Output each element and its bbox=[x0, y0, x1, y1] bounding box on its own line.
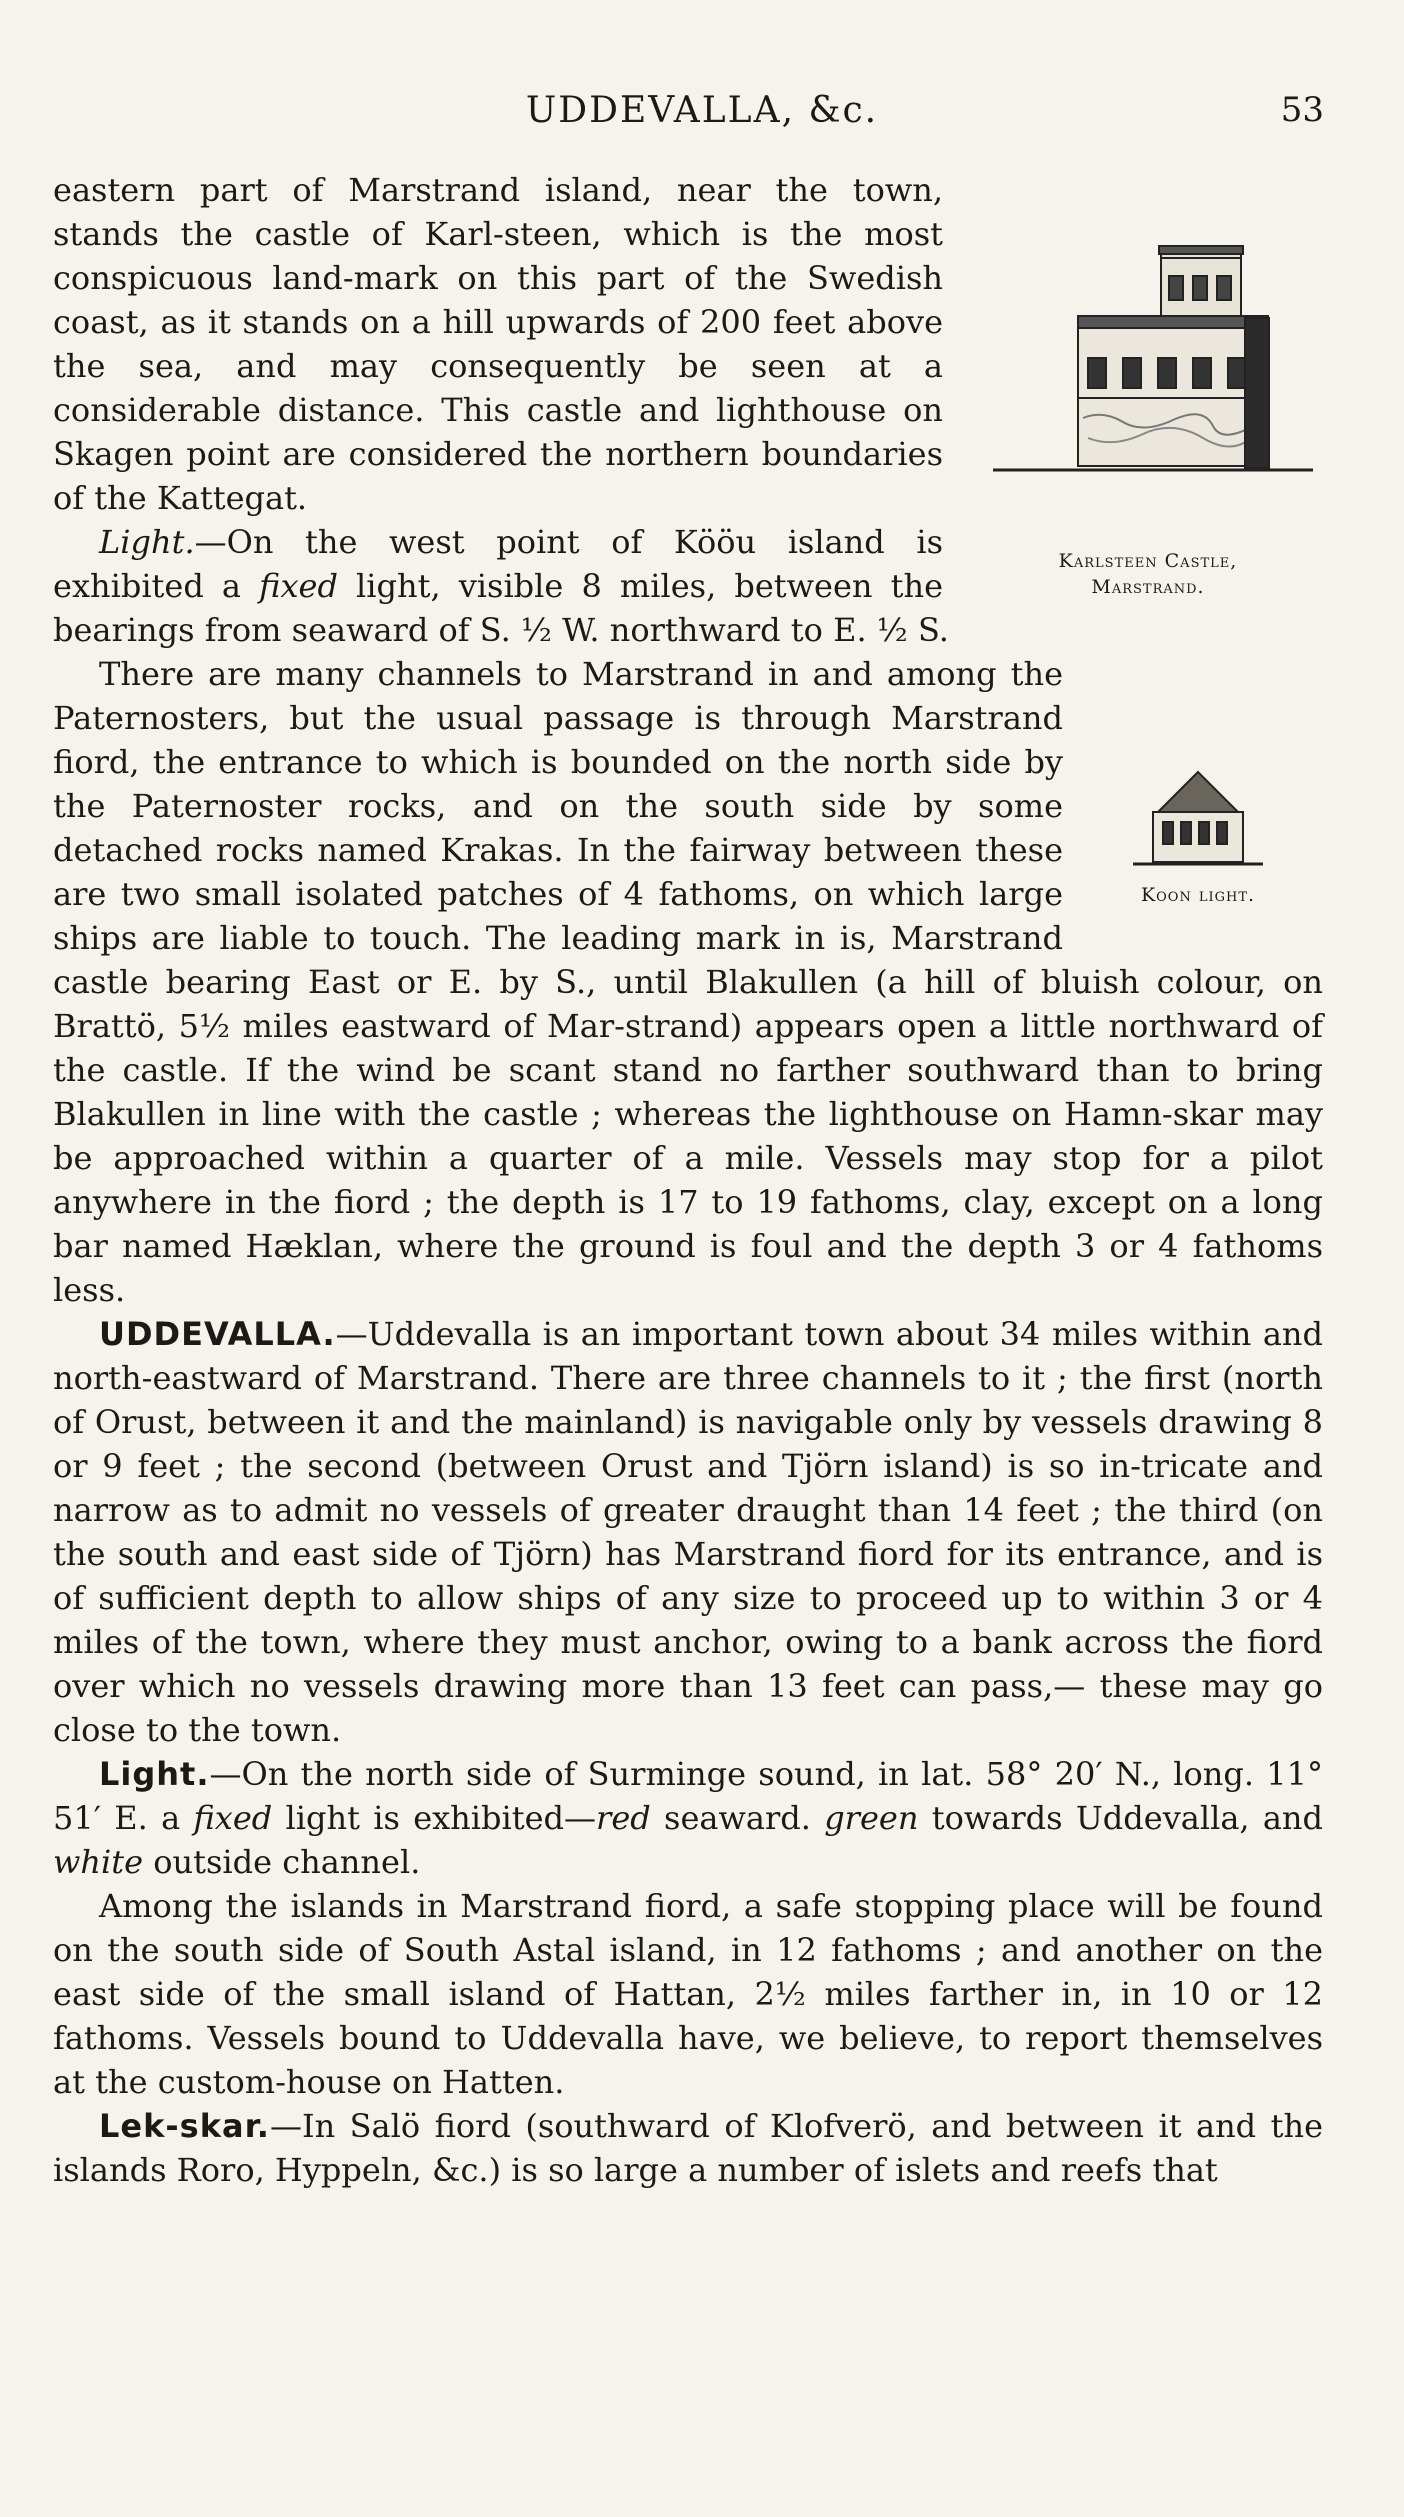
castle-illustration bbox=[983, 188, 1313, 548]
running-title: UDDEVALLA, &c. bbox=[525, 90, 879, 131]
paragraph-light-surminge bbox=[53, 1752, 1323, 1884]
green-word: green bbox=[824, 1799, 919, 1837]
white-word: white bbox=[53, 1843, 144, 1881]
paragraph-stopping-places: Among the islands in Marstrand fiord, a safe stopping place will be found on the south side of South Astal island, in 12 fathoms ; and another on the east side of the small island of Hattan, 2½ miles farther in, in 10 or 12 fathoms. Vessels bound to Uddevalla have, we believe, to report themselves at the custom-house on Hatten. bbox=[53, 1887, 1323, 2101]
castle-caption-line1: Karlsteen Castle, bbox=[1058, 550, 1238, 572]
koon-text-b: light, visible 8 miles, between the bearings from seaward of S. ½ W. northward to E. ½ S. bbox=[53, 567, 949, 649]
red-word: red bbox=[596, 1799, 651, 1837]
light-label: Light. bbox=[99, 523, 195, 561]
uddevalla-heading: UDDEVALLA. bbox=[99, 1315, 336, 1353]
surminge-text-c: seaward. bbox=[650, 1799, 825, 1837]
lek-skar-text: —In Salö fiord (southward of Klofverö, and between it and the islands Roro, Hyppeln, &c.) is so large a number of islets and reefs that bbox=[53, 2107, 1323, 2189]
surminge-text-e: outside channel. bbox=[143, 1843, 421, 1881]
page-number: 53 bbox=[1280, 90, 1324, 130]
karlsteen-castle-figure bbox=[973, 188, 1323, 606]
uddevalla-text: —Uddevalla is an important town about 34 miles within and north-eastward of Marstrand. There are three channels to it ; the first (north of Orust, between it and the mainland) is navigable only by vessels drawing 8 or 9 feet ; the second (between Orust and Tjörn island) is so in-tricate and narrow as to admit no vessels of greater draught than 14 feet ; the third (on the south and east side of Tjörn) has Marstrand fiord for its entrance, and is of sufficient depth to allow ships of any size to proceed up to within 3 or 4 miles of the town, where they must anchor, owing to a bank across the fiord over which no vessels drawing more than 13 feet can pass,— these may go close to the town. bbox=[53, 1315, 1323, 1749]
paragraph-karlsteen: eastern part of Marstrand island, near the town, stands the castle of Karl-steen, which is the most conspicuous land-mark on this part of the Swedish coast, as it stands on a hill upwards of 200 feet above the sea, and may consequently be seen at a considerable distance. This castle and lighthouse on Skagen point are considered the northern boundaries of the Kattegat. bbox=[53, 171, 943, 517]
castle-caption-line2: Marstrand. bbox=[1091, 576, 1205, 598]
paragraph-channels: There are many channels to Marstrand in and among the Paternosters, but the usual passage is through Marstrand fiord, the entrance to which is bounded on the north side by the Paternoster rocks, and on the south side by some detached rocks named Krakas. In the fairway between these are two small isolated patches of 4 fathoms, on which large ships are liable to touch. The leading mark in is, Marstrand castle bearing East or E. by S., until Blakullen (a hill of bluish colour, on Brattö, 5½ miles eastward of Mar-strand) appears open a little northward of the castle. If the wind be scant stand no farther southward than to bring Blakullen in line with the castle ; whereas the lighthouse on Hamn-skar may be approached within a quarter of a mile. Vessels may stop for a pilot anywhere in the fiord ; the depth is 17 to 19 fathoms, clay, except on a long bar named Hæklan, where the ground is foul and the depth 3 or 4 fathoms less. bbox=[53, 655, 1323, 1309]
surminge-text-b: light is exhibited— bbox=[272, 1799, 597, 1837]
lighthouse-illustration bbox=[1133, 762, 1263, 882]
paragraph-lek-skar bbox=[53, 2104, 1323, 2192]
body-text bbox=[53, 168, 1323, 2192]
surminge-text-d: towards Uddevalla, and bbox=[918, 1799, 1324, 1837]
koon-light-figure bbox=[1093, 762, 1303, 952]
light-heading: Light. bbox=[99, 1755, 210, 1793]
surminge-text-a: —On the north side of Surminge sound, in lat. 58° 20′ N., long. 11° 51′ E. a bbox=[53, 1755, 1323, 1837]
koon-text-a: —On the west point of Kööu island is exhibited a bbox=[53, 523, 943, 605]
fixed-word: fixed bbox=[259, 567, 338, 605]
page-header bbox=[0, 90, 1404, 140]
paragraph-uddevalla bbox=[53, 1312, 1323, 1752]
koon-light-caption: Koon light. bbox=[1140, 884, 1256, 906]
lek-skar-heading: Lek-skar. bbox=[99, 2107, 270, 2145]
surminge-fixed: fixed bbox=[193, 1799, 273, 1837]
